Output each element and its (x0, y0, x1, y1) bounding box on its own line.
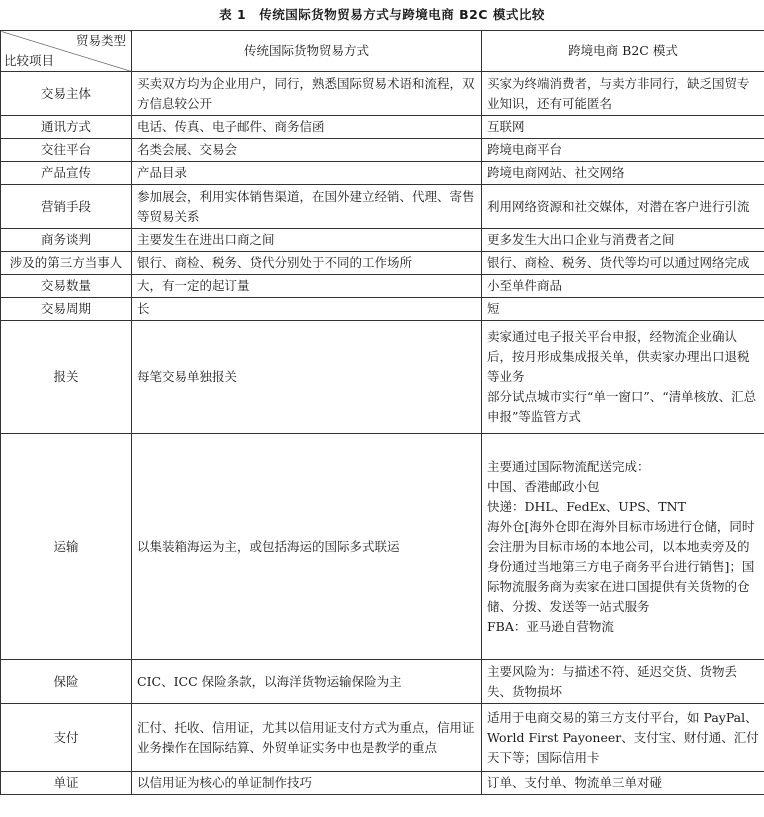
traditional-trade-cell (132, 321, 482, 434)
b2c-mode-cell (482, 252, 764, 275)
cell-text-line: 大，有一定的起订量 (137, 278, 250, 293)
comparison-item-label: 交易主体 (1, 72, 132, 116)
cell-text-line: 快递：DHL、FedEx、UPS、TNT (487, 498, 686, 514)
table-row (1, 229, 764, 252)
table-row (1, 275, 764, 298)
cell-text-line: 主要风险为：与描述不符、延迟交货、货物丢失、货物损坏 (487, 663, 738, 699)
cell-text-line: 主要通过国际物流配送完成： (487, 458, 650, 474)
table-row (1, 139, 764, 162)
b2c-mode-cell (482, 275, 764, 298)
table-row (1, 72, 764, 116)
b2c-mode-cell (482, 298, 764, 321)
cell-text-line: 中国、香港邮政小包 (487, 478, 600, 494)
traditional-trade-cell (132, 139, 482, 162)
cell-text-line: 短 (487, 301, 500, 316)
cell-text-line: 参加展会，利用实体销售渠道，在国外建立经销、代理、寄售等贸易关系 (137, 188, 475, 224)
cell-text-line: FBA：亚马逊自营物流 (487, 618, 614, 634)
table-caption: 表 1 传统国际货物贸易方式与跨境电商 B2C 模式比较 (219, 7, 545, 22)
traditional-trade-cell (132, 116, 482, 139)
comparison-item-label: 营销手段 (1, 185, 132, 229)
cell-text-line: 卖家通过电子报关平台申报，经物流企业确认后，按月形成集成报关单，供卖家办理出口退税等业务 (487, 329, 750, 384)
cell-text-line: 电话、传真、电子邮件、商务信函 (137, 119, 325, 134)
traditional-trade-cell (132, 660, 482, 704)
cell-text-line: 更多发生大出口企业与消费者之间 (487, 232, 675, 247)
table-row (1, 116, 764, 139)
cell-text-line: 跨境电商平台 (487, 142, 563, 157)
traditional-trade-cell (132, 162, 482, 185)
table-row (1, 252, 764, 275)
comparison-item-label: 保险 (1, 660, 132, 704)
cell-text-line: 以信用证为核心的单证制作技巧 (137, 775, 313, 790)
b2c-mode-cell (482, 772, 764, 795)
table-row (1, 660, 764, 704)
table-row (1, 298, 764, 321)
cell-text-line: 主要发生在进出口商之间 (137, 232, 275, 247)
cell-text-line: 适用于电商交易的第三方支付平台，如 PayPal、World First Payoneer、支付宝、财付通、汇付天下等；国际信用卡 (487, 709, 759, 765)
comparison-item-label: 交易数量 (1, 275, 132, 298)
cell-text-line: CIC、ICC 保险条款，以海洋货物运输保险为主 (137, 673, 402, 689)
comparison-item-header: 比较项目 (4, 53, 55, 68)
traditional-trade-cell (132, 275, 482, 298)
comparison-item-label: 报关 (1, 321, 132, 434)
cell-text-line: 每笔交易单独报关 (137, 369, 238, 384)
b2c-mode-cell (482, 704, 764, 772)
table-row (1, 772, 764, 795)
b2c-mode-cell (482, 660, 764, 704)
comparison-item-label: 运输 (1, 434, 132, 660)
cell-text-line: 买家为终端消费者，与卖方非同行，缺乏国贸专业知识，还有可能匿名 (487, 75, 750, 111)
comparison-item-label: 交往平台 (1, 139, 132, 162)
traditional-trade-cell (132, 72, 482, 116)
comparison-item-label: 支付 (1, 704, 132, 772)
table-row (1, 434, 764, 660)
cell-text-line: 小至单件商品 (487, 278, 563, 293)
comparison-item-label: 商务谈判 (1, 229, 132, 252)
b2c-mode-cell (482, 72, 764, 116)
b2c-mode-cell (482, 434, 764, 660)
cell-text-line: 海外仓[海外仓即在海外目标市场进行仓储，同时会注册为目标市场的本地公司，以本地卖旁及的身份通过当地第三方电子商务平台进行销售]；国际物流服务商为卖家在进口国提供有关货物的仓储、分拨、发送等一站式服务 (487, 518, 755, 614)
traditional-trade-cell (132, 704, 482, 772)
table-row (1, 704, 764, 772)
traditional-trade-header: 传统国际货物贸易方式 (132, 31, 482, 72)
traditional-trade-cell (132, 434, 482, 660)
cell-text-line: 跨境电商网站、社交网络 (487, 165, 625, 180)
cell-text-line: 部分试点城市实行“单一窗口”、“清单核放、汇总申报”等监管方式 (487, 389, 757, 424)
cell-text-line: 产品目录 (137, 165, 188, 180)
b2c-mode-cell (482, 229, 764, 252)
cell-text-line: 订单、支付单、物流单三单对碰 (487, 775, 663, 790)
table-header-row (1, 31, 764, 72)
traditional-trade-cell (132, 772, 482, 795)
diagonal-header-cell (1, 31, 132, 72)
table-row (1, 162, 764, 185)
b2c-mode-header: 跨境电商 B2C 模式 (482, 31, 764, 72)
comparison-item-label: 涉及的第三方当事人 (1, 252, 132, 275)
b2c-mode-cell (482, 162, 764, 185)
comparison-item-label: 交易周期 (1, 298, 132, 321)
comparison-table (0, 30, 764, 795)
b2c-mode-cell (482, 116, 764, 139)
cell-text-line: 名类会展、交易会 (137, 142, 238, 157)
traditional-trade-cell (132, 185, 482, 229)
comparison-item-label: 通讯方式 (1, 116, 132, 139)
traditional-trade-cell (132, 252, 482, 275)
cell-text-line: 以集装箱海运为主，或包括海运的国际多式联运 (137, 538, 400, 554)
cell-text-line: 买卖双方均为企业用户，同行，熟悉国际贸易术语和流程，双方信息较公开 (137, 75, 475, 111)
b2c-mode-cell (482, 321, 764, 434)
comparison-item-label: 产品宣传 (1, 162, 132, 185)
cell-text-line: 汇付、托收、信用证，尤其以信用证支付方式为重点，信用证业务操作在国际结算、外贸单证实务中也是教学的重点 (137, 719, 475, 755)
cell-text-line: 利用网络资源和社交媒体，对潜在客户进行引流 (487, 198, 750, 214)
table-row (1, 321, 764, 434)
b2c-mode-cell (482, 139, 764, 162)
traditional-trade-cell (132, 298, 482, 321)
cell-text-line: 银行、商检、税务、货代等均可以通过网络完成 (487, 255, 750, 270)
cell-text-line: 互联网 (487, 119, 525, 134)
cell-text-line: 长 (137, 301, 150, 316)
comparison-item-label: 单证 (1, 772, 132, 795)
table-row (1, 185, 764, 229)
b2c-mode-cell (482, 185, 764, 229)
traditional-trade-cell (132, 229, 482, 252)
trade-type-header: 贸易类型 (75, 33, 126, 48)
cell-text-line: 银行、商检、税务、贷代分别处于不同的工作场所 (137, 255, 413, 270)
